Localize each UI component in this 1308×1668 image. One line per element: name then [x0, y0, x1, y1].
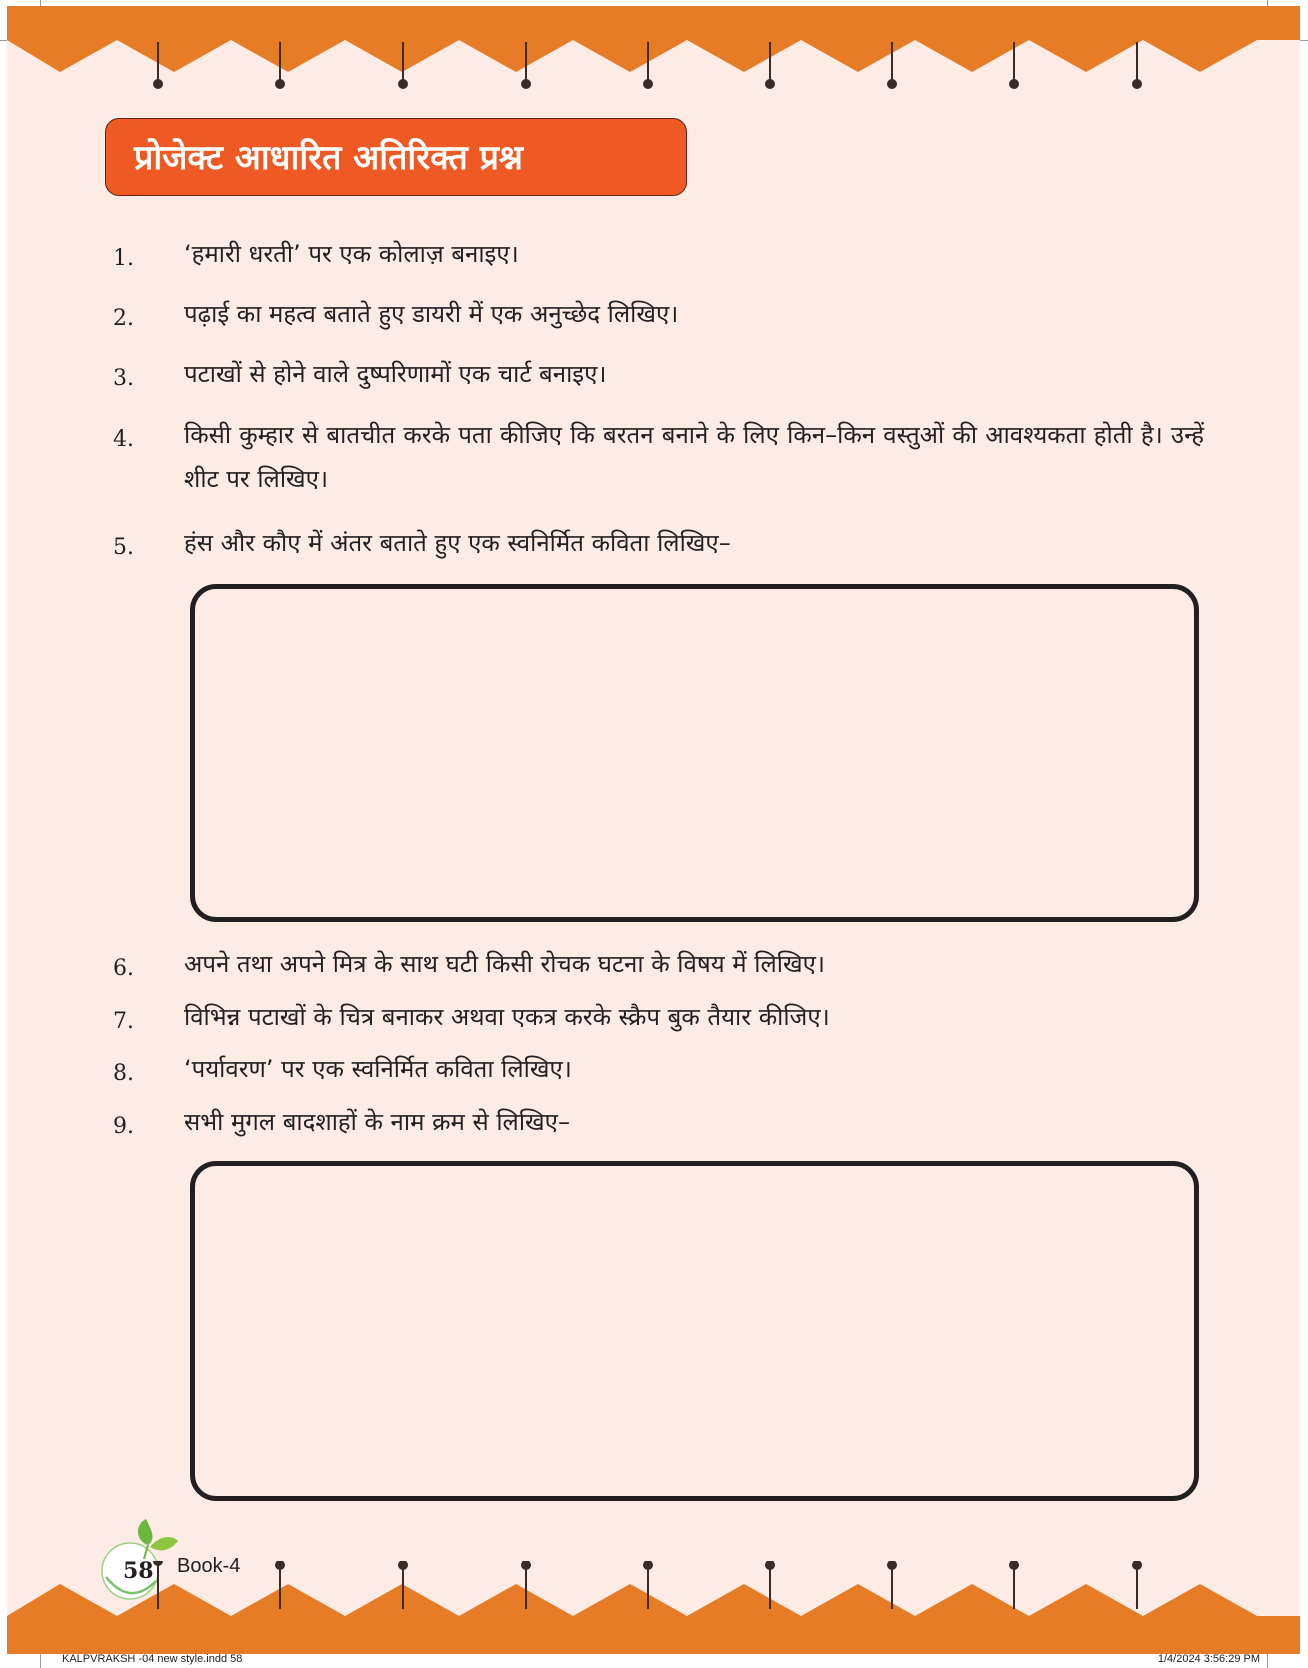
section-title: प्रोजेक्ट आधारित अतिरिक्त प्रश्न	[134, 138, 523, 178]
section-title-box	[105, 118, 687, 196]
book-label: Book-4	[177, 1555, 241, 1577]
question-number: 2.	[113, 306, 134, 331]
answer-box[interactable]	[190, 584, 1199, 922]
question-text: अपने तथा अपने मित्र के साथ घटी किसी रोचक घटना के विषय में लिखिए।	[184, 950, 825, 978]
question-number: 9.	[113, 1114, 134, 1139]
print-slug-filename: KALPVRAKSH -04 new style.indd 58	[62, 1653, 243, 1665]
answer-box[interactable]	[190, 1161, 1199, 1501]
question-number: 5.	[113, 535, 134, 560]
question-number: 7.	[113, 1009, 134, 1034]
question-text: किसी कुम्हार से बातचीत करके पता कीजिए कि बरतन बनाने के लिए किन–किन वस्तुओं की आवश्यकता होती है। उन्हें शीट पर लिखिए।	[184, 421, 1204, 493]
question-text: पढ़ाई का महत्व बताते हुए डायरी में एक अनुच्छेद लिखिए।	[184, 300, 679, 328]
question-text: हंस और कौए में अंतर बताते हुए एक स्वनिर्मित कविता लिखिए–	[184, 529, 731, 557]
question-number: 1.	[113, 246, 134, 271]
question-number: 4.	[113, 427, 134, 452]
question-number: 8.	[113, 1061, 134, 1086]
top-decorative-band	[7, 6, 1300, 96]
question-text: ‘पर्यावरण’ पर एक स्वनिर्मित कविता लिखिए।	[184, 1055, 572, 1083]
print-slug-timestamp: 1/4/2024 3:56:29 PM	[1157, 1653, 1260, 1665]
question-number: 6.	[113, 956, 134, 981]
question-text: सभी मुगल बादशाहों के नाम क्रम से लिखिए–	[184, 1108, 570, 1136]
question-text: ‘हमारी धरती’ पर एक कोलाज़ बनाइए।	[184, 240, 519, 268]
leaf-icon	[150, 1537, 178, 1550]
leaf-icon	[138, 1519, 153, 1545]
question-text: पटाखों से होने वाले दुष्परिणामों एक चार्ट बनाइए।	[184, 360, 607, 388]
question-number: 3.	[113, 366, 134, 391]
bottom-decorative-band	[7, 1561, 1300, 1654]
question-text: विभिन्न पटाखों के चित्र बनाकर अथवा एकत्र करके स्क्रैप बुक तैयार कीजिए।	[184, 1003, 830, 1031]
page-number: 58	[123, 1558, 154, 1584]
worksheet-page	[7, 6, 1300, 1654]
